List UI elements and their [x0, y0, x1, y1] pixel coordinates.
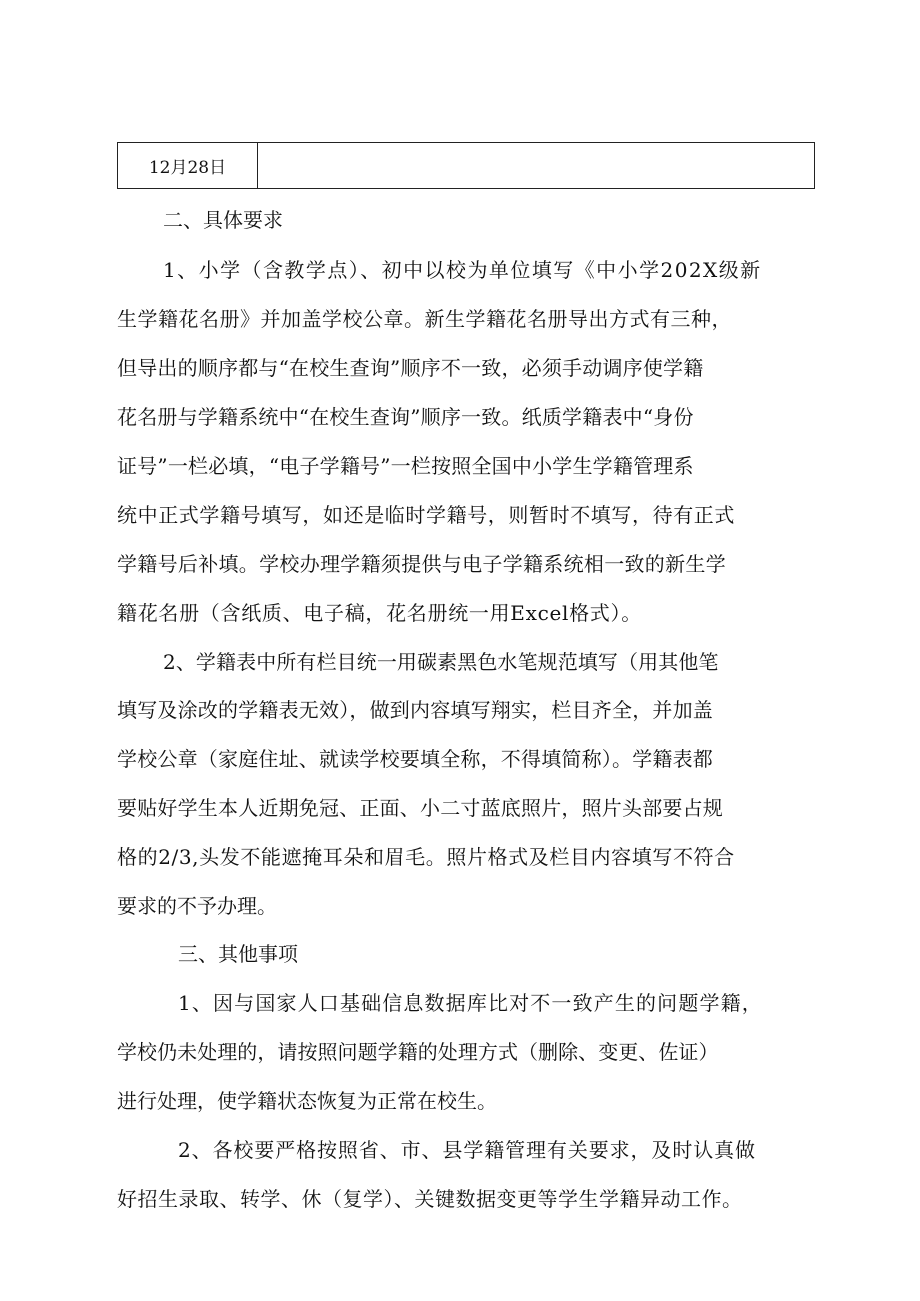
paragraph-line: 籍花名册（含纸质、电子稿，花名册统一用Excel格式）。 [117, 601, 642, 625]
paragraph-line: 格的2/3,头发不能遮掩耳朵和眉毛。照片格式及栏目内容填写不符合 [117, 845, 735, 869]
content-cell [258, 143, 815, 189]
schedule-table [117, 142, 815, 189]
paragraph-line: 学校公章（家庭住址、就读学校要填全称，不得填简称）。学籍表都 [117, 747, 713, 771]
paragraph-line: 证号”一栏必填，“电子学籍号”一栏按照全国中小学生学籍管理系 [117, 454, 694, 478]
paragraph-line: 1、因与国家人口基础信息数据库比对不一致产生的问题学籍， [178, 991, 763, 1015]
paragraph-line: 学籍号后补填。学校办理学籍须提供与电子学籍系统相一致的新生学 [117, 552, 726, 576]
paragraph-line: 填写及涂改的学籍表无效），做到内容填写翔实，栏目齐全，并加盖 [117, 698, 713, 722]
paragraph-line: 统中正式学籍号填写，如还是临时学籍号，则暂时不填写，待有正式 [117, 503, 735, 527]
paragraph-line: 学校仍未处理的，请按照问题学籍的处理方式（删除、变更、佐证） [117, 1040, 719, 1064]
section-heading-requirements: 二、具体要求 [163, 208, 283, 232]
section-heading-other-matters: 三、其他事项 [178, 942, 298, 966]
paragraph-line: 进行处理，使学籍状态恢复为正常在校生。 [117, 1089, 497, 1113]
paragraph-line: 生学籍花名册》并加盖学校公章。新生学籍花名册导出方式有三种， [117, 307, 732, 331]
paragraph-line: 1、小学（含教学点）、初中以校为单位填写《中小学202X级新 [163, 258, 762, 282]
paragraph-line: 2、各校要严格按照省、市、县学籍管理有关要求，及时认真做 [178, 1138, 756, 1162]
paragraph-line: 要贴好学生本人近期免冠、正面、小二寸蓝底照片，照片头部要占规 [117, 796, 723, 820]
paragraph-line: 2、学籍表中所有栏目统一用碳素黑色水笔规范填写（用其他笔 [163, 650, 719, 674]
date-cell: 12月28日 [118, 143, 258, 189]
paragraph-line: 好招生录取、转学、休（复学）、关键数据变更等学生学籍异动工作。 [117, 1187, 743, 1211]
paragraph-line: 但导出的顺序都与“在校生查询”顺序不一致，必须手动调序使学籍 [117, 356, 704, 380]
paragraph-line: 花名册与学籍系统中“在校生查询”顺序一致。纸质学籍表中“身份 [117, 405, 694, 429]
table-row [118, 143, 815, 189]
paragraph-line: 要求的不予办理。 [117, 894, 277, 918]
